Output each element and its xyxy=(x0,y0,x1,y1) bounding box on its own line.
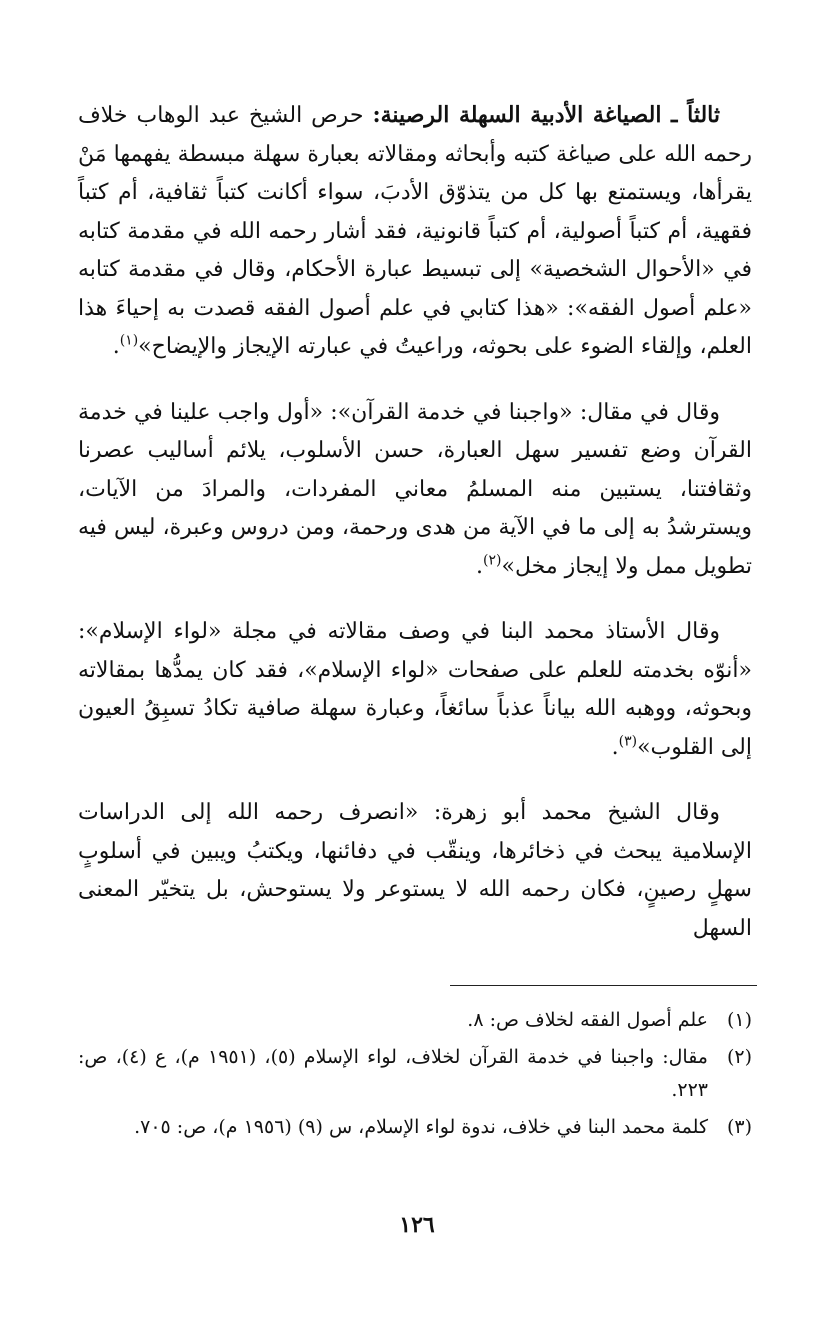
footnote-number: (٣) xyxy=(726,1116,752,1138)
main-text xyxy=(78,96,752,948)
paragraph-4-text: وقال الشيخ محمد أبو زهرة: «انصرف رحمه الله إلى الدراسات الإسلامية يبحث في ذخائرها، وينقّب في دفائنها، ويكتبُ ويبين في أسلوبٍ سهلٍ رصينٍ، فكان رحمه الله لا يستوعر ولا يستوحش، بل يتخيّر المعنى السهل xyxy=(78,800,752,941)
footnote-text: مقال: واجبنا في خدمة القرآن لخلاف، لواء الإسلام (٥)، (١٩٥١ م)، ع (٤)، ص: ٢٢٣. xyxy=(78,1046,708,1101)
section-heading: ثالثاً ـ الصياغة الأدبية السهلة الرصينة: xyxy=(372,102,721,128)
paragraph-3-text: وقال الأستاذ محمد البنا في وصف مقالاته في مجلة «لواء الإسلام»: «أنوّه بخدمته للعلم على صفحات «لواء الإسلام»، فقد كان يمدُّها بمقالاته وبحوثه، ووهبه الله بياناً عذباً سائغاً، وعبارة سهلة صافية تكادُ تسبِقُ العيون إلى القلوب» xyxy=(78,619,752,760)
footnote-ref-1[interactable]: (١) xyxy=(119,332,139,349)
paragraph-2-end: . xyxy=(476,553,484,579)
footnote-text: كلمة محمد البنا في خلاف، ندوة لواء الإسلام، س (٩) (١٩٥٦ م)، ص: ٧٠٥. xyxy=(134,1116,708,1138)
page-number: ١٢٦ xyxy=(399,1212,435,1238)
paragraph-1-text: حرص الشيخ عبد الوهاب خلاف رحمه الله على صياغة كتبه وأبحاثه ومقالاته بعبارة سهلة مبسطة يفهمها مَنْ يقرأها، ويستمتع بها كل من يتذوّق الأدبَ، سواء أكانت كتباً ثقافية، أم كتباً فقهية، أم كتباً أصولية، أم كتباً قانونية، فقد أشار رحمه الله في مقدمة كتابه في «الأحوال الشخصية» إلى تبسيط عبارة الأحكام، وقال في مقدمة كتابه «علم أصول الفقه»: «هذا كتابي في علم أصول الفقه قصدت به إحياءَ هذا العلم، وإلقاء الضوء على بحوثه، وراعيتُ في عبارته الإيجاز والإيضاح» xyxy=(78,103,752,359)
paragraph-4 xyxy=(78,794,752,948)
paragraph-2 xyxy=(78,394,752,587)
paragraph-1-end: . xyxy=(112,334,120,359)
paragraph-1 xyxy=(78,96,752,367)
paragraph-2-text: وقال في مقال: «واجبنا في خدمة القرآن»: «أول واجب علينا في خدمة القرآن وضع تفسير سهل العبارة، حسن الأسلوب، يلائم أساليب عصرنا وثقافتنا، يستبين منه المسلمُ معاني المفردات، والمرادَ من الآيات، ويسترشدُ به إلى ما في الآية من هدى ورحمة، ومن دروس وعبرة، ليس فيه تطويل ممل ولا إيجاز مخل» xyxy=(78,399,752,579)
paragraph-3 xyxy=(78,613,752,767)
paragraph-3-end: . xyxy=(611,734,619,760)
footnote-1 xyxy=(78,1004,752,1037)
footnote-number: (٢) xyxy=(726,1046,752,1068)
footnote-number: (١) xyxy=(726,1009,752,1031)
footnote-ref-2[interactable]: (٢) xyxy=(483,552,502,569)
footnotes xyxy=(78,1004,752,1148)
footnote-3 xyxy=(78,1111,752,1144)
footnote-ref-3[interactable]: (٣) xyxy=(618,733,638,750)
footnote-text: علم أصول الفقه لخلاف ص: ٨. xyxy=(467,1009,708,1031)
footnote-divider xyxy=(450,985,757,986)
footnote-2 xyxy=(78,1041,752,1107)
